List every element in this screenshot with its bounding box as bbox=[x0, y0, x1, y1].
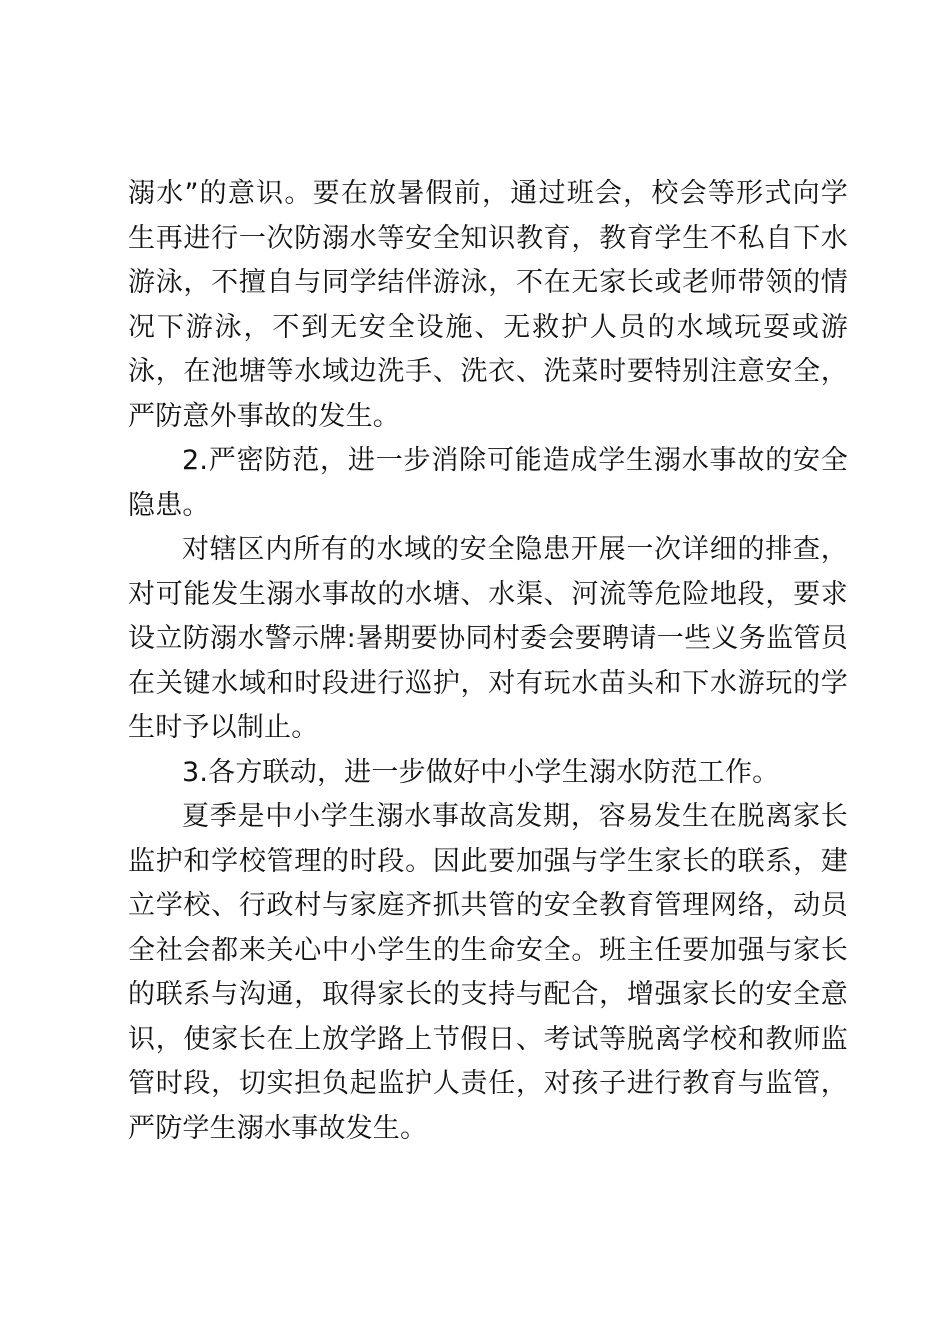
document-body bbox=[128, 172, 848, 1151]
paragraph-heading-2: 2.严密防范，进一步消除可能造成学生溺水事故的安全隐患。 bbox=[128, 445, 848, 521]
paragraph-continuation: 溺水”的意识。要在放暑假前，通过班会，校会等形式向学生再进行一次防溺水等安全知识教育，教育学生不私自下水游泳，不擅自与同学结伴游泳，不在无家长或老师带领的情况下游泳，不到无安全设施、无救护人员的水域玩耍或游泳，在池塘等水域边洗手、洗衣、洗菜时要特别注意安全，严防意外事故的发生。 bbox=[128, 178, 848, 432]
paragraph-body-3: 夏季是中小学生溺水事故高发期，容易发生在脱离家长监护和学校管理的时段。因此要加强与学生家长的联系，建立学校、行政村与家庭齐抓共管的安全教育管理网络，动员全社会都来关心中小学生的生命安全。班主任要加强与家长的联系与沟通，取得家长的支持与配合，增强家长的安全意识，使家长在上放学路上节假日、考试等脱离学校和教师监管时段，切实担负起监护人责任，对孩子进行教育与监管，严防学生溺水事故发生。 bbox=[128, 801, 848, 1144]
paragraph-heading-3: 3.各方联动，进一步做好中小学生溺水防范工作。 bbox=[182, 756, 780, 788]
paragraph-body-2: 对辖区内所有的水域的安全隐患开展一次详细的排查，对可能发生溺水事故的水塘、水渠、河流等危险地段，要求设立防溺水警示牌:暑期要协同村委会要聘请一些义务监管员在关键水域和时段进行巡护，对有玩水苗头和下水游玩的学生时予以制止。 bbox=[128, 534, 848, 743]
